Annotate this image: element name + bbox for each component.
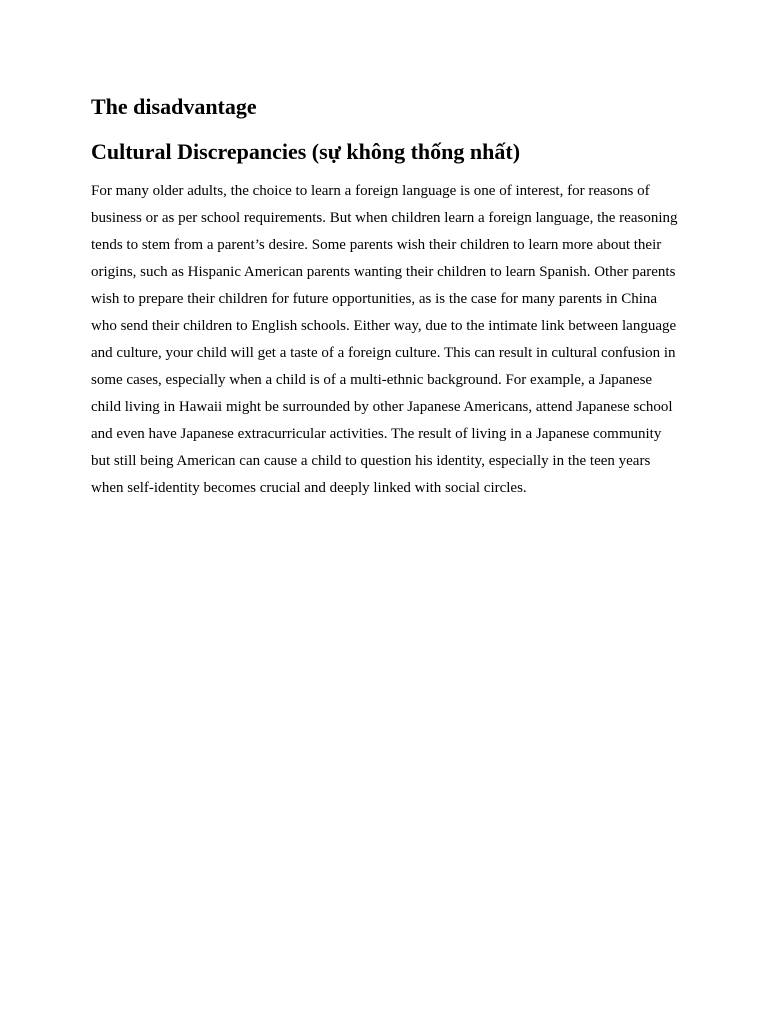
document-content	[91, 92, 681, 502]
section-heading: Cultural Discrepancies (sự không thống nhất)	[91, 139, 521, 164]
document-title: The disadvantage	[91, 94, 257, 119]
body-paragraph: For many older adults, the choice to learn a foreign language is one of interest, for reasons of business or as per school requirements. But when children learn a foreign language, the reasoning tends to stem from a parent’s desire. Some parents wish their children to learn more about their origins, such as Hispanic American parents wanting their children to learn Spanish. Other parents wish to prepare their children for future opportunities, as is the case for many parents in China who send their children to English schools. Either way, due to the intimate link between language and culture, your child will get a taste of a foreign culture. This can result in cultural confusion in some cases, especially when a child is of a multi-ethnic background. For example, a Japanese child living in Hawaii might be surrounded by other Japanese Americans, attend Japanese school and even have Japanese extracurricular activities. The result of living in a Japanese community but still being American can cause a child to question his identity, especially in the teen years when self-identity becomes crucial and deeply linked with social circles.	[91, 183, 678, 496]
